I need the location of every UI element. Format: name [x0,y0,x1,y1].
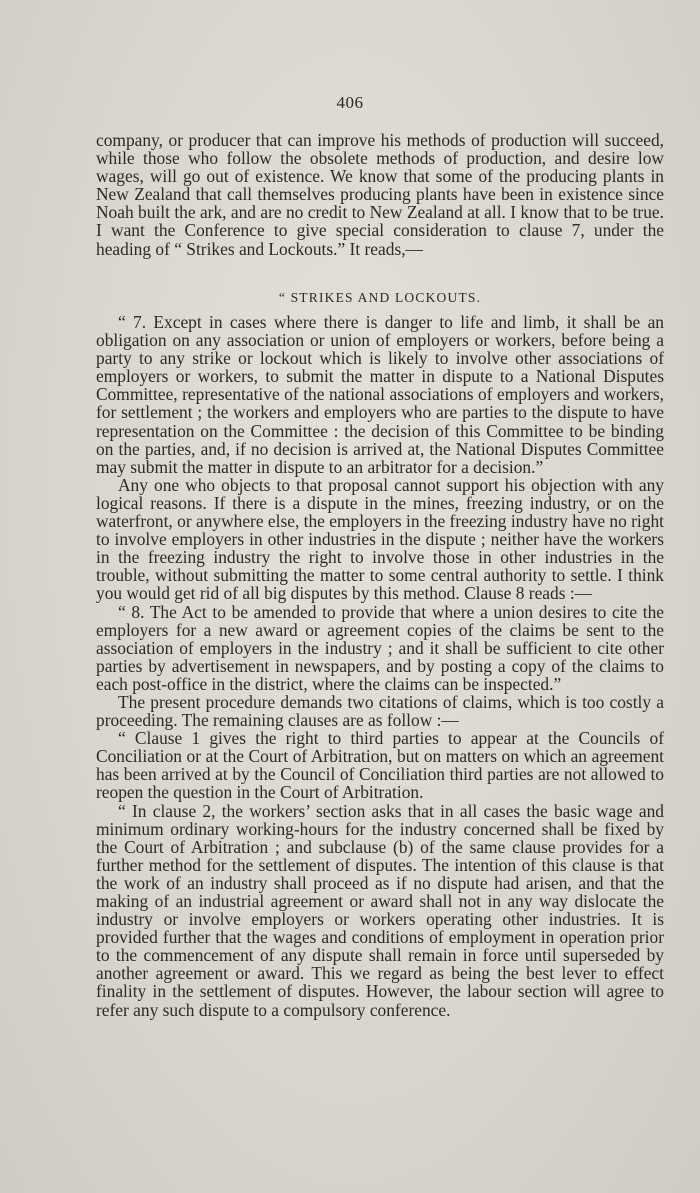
intro-paragraph-block [96,131,664,258]
clause-8-quote: “ 8. The Act to be amended to provide that where a union desires to cite the employers for a new award or agreement copies of the claims be sent to the association of employers in the industry ; and it shall be sufficient to cite other parties by advertisement in newspapers, and by posting a copy of the claims to each post-office in the district, where the claims can be inspected.” [96,601,664,694]
objection-paragraph: Any one who objects to that proposal cannot support his objection with any logical reasons. If there is a dispute in the mines, freezing industry, or on the waterfront, or anywhere else, the employers in the freezing industry have no right to involve employers in other industries in the dispute ; neither have the workers in the freezing industry the right to involve those in other industries in the trouble, without submitting the matter to some central authority to settle. I think you would get rid of all big disputes by this method. Clause 8 reads :— [96,474,664,604]
page-number: 406 [336,93,364,112]
clause-7-quote: “ 7. Except in cases where there is danger to life and limb, it shall be an obligation on any association or union of employers or workers, before being a party to any strike or lockout which is likely to involve other associations of employers or workers, to submit the matter in dispute to a National Disputes Committee, representative of the national associations of employers and workers, for settlement ; the workers and employers who are parties to the dispute to have representation on the Committee : the decision of this Committee to be binding on the parties, and, if no decision is arrived at, the National Disputes Committee may submit the matter in dispute to an arbitrator for a decision.” [96,312,664,477]
body-text [96,313,664,1019]
clause-1-paragraph: “ Clause 1 gives the right to third parties to appear at the Councils of Conciliation or at the Court of Arbitration, but on matters on which an agreement has been arrived at by the Council of Conciliation third parties are not allowed to reopen the question in the Court of Arbitration. [96,728,664,803]
clause-2-paragraph: “ In clause 2, the workers’ section asks that in all cases the basic wage and minimum ordinary working-hours for the industry concerned shall be fixed by the Court of Arbitration ; and subclause (b) of the same clause provides for a further method for the settlement of disputes. The intention of this clause is that the work of an industry shall proceed as if no dispute had arisen, and that the making of an industrial agreement or award shall not in any way dislocate the industry or involve employers or workers operating other industries. It is provided further that the wages and conditions of employment in operation prior to the commencement of any dispute shall remain in force until superseded by another agreement or award. This we regard as being the best lever to effect finality in the settlement of disputes. However, the labour section will agree to refer any such dispute to a compulsory conference. [96,800,664,1020]
intro-paragraph: company, or producer that can improve his methods of production will succeed, while those who follow the obsolete methods of production, and desire low wages, will go out of existence. We know that some of the producing plants in New Zealand that call themselves producing plants have been in existence since Noah built the ark, and are no credit to New Zealand at all. I know that to be true. I want the Conference to give special consideration to clause 7, under the heading of “ Strikes and Lockouts.” It reads,— [96,130,664,259]
section-heading: “ STRIKES AND LOCKOUTS. [278,290,482,305]
procedure-paragraph: The present procedure demands two citations of claims, which is too costly a proceeding. The remaining clauses are as follow :— [96,691,664,731]
